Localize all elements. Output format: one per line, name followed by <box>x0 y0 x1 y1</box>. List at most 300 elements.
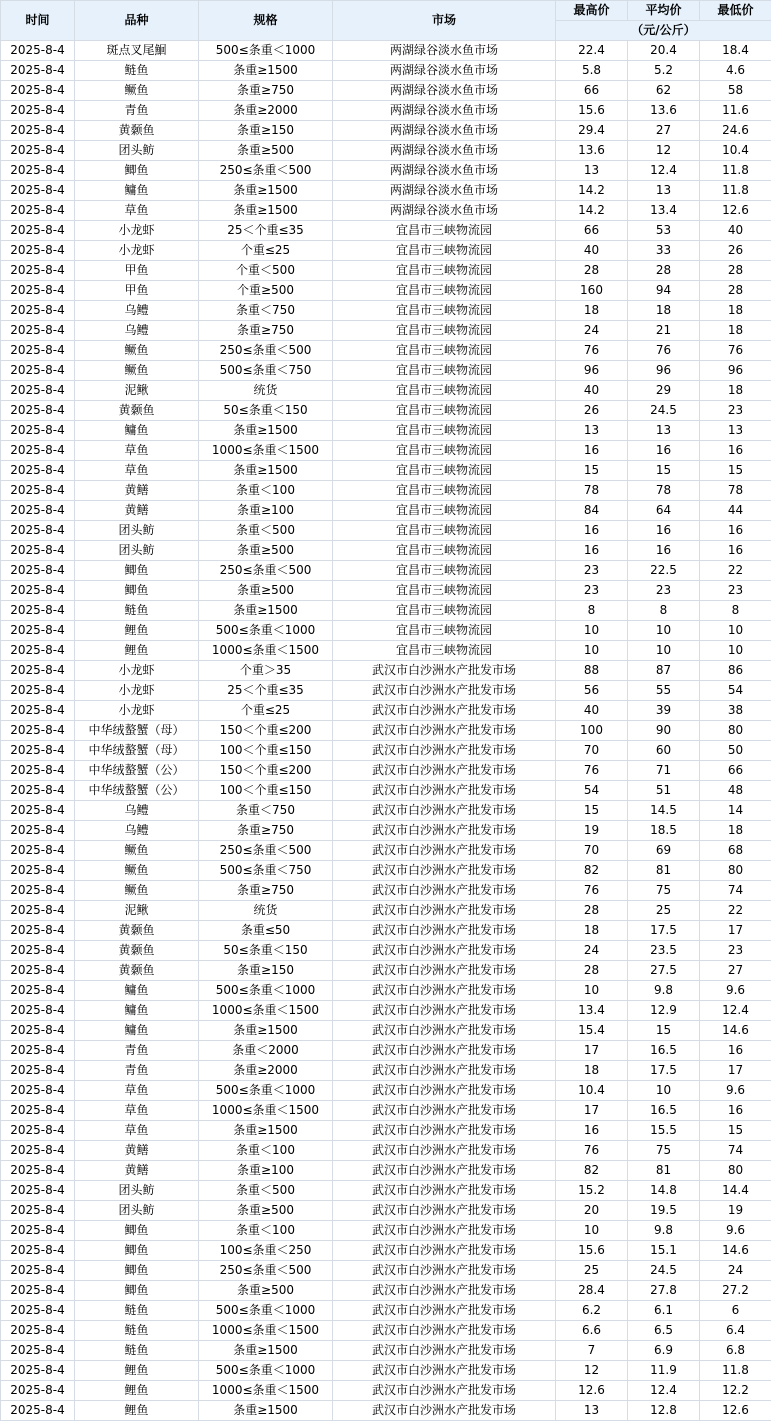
cell-time: 2025-8-4 <box>1 501 75 521</box>
cell-avg: 11.9 <box>628 1361 700 1381</box>
cell-variety: 鳜鱼 <box>75 361 199 381</box>
cell-spec: 500≤条重＜1000 <box>199 621 333 641</box>
cell-high: 17 <box>556 1101 628 1121</box>
cell-avg: 27.8 <box>628 1281 700 1301</box>
cell-variety: 黄颡鱼 <box>75 921 199 941</box>
cell-low: 78 <box>700 481 771 501</box>
table-row <box>1 601 771 621</box>
cell-spec: 条重＜750 <box>199 301 333 321</box>
cell-variety: 鲫鱼 <box>75 161 199 181</box>
cell-time: 2025-8-4 <box>1 281 75 301</box>
cell-variety: 黄颡鱼 <box>75 121 199 141</box>
cell-market: 武汉市白沙洲水产批发市场 <box>333 1081 556 1101</box>
cell-time: 2025-8-4 <box>1 821 75 841</box>
cell-low: 10 <box>700 621 771 641</box>
cell-market: 武汉市白沙洲水产批发市场 <box>333 1281 556 1301</box>
cell-spec: 1000≤条重＜1500 <box>199 1321 333 1341</box>
cell-variety: 乌鳢 <box>75 301 199 321</box>
cell-low: 11.6 <box>700 101 771 121</box>
cell-variety: 黄鳝 <box>75 481 199 501</box>
cell-high: 5.8 <box>556 61 628 81</box>
cell-low: 27 <box>700 961 771 981</box>
cell-avg: 71 <box>628 761 700 781</box>
cell-time: 2025-8-4 <box>1 1361 75 1381</box>
table-row <box>1 901 771 921</box>
cell-variety: 青鱼 <box>75 101 199 121</box>
cell-high: 84 <box>556 501 628 521</box>
cell-low: 10.4 <box>700 141 771 161</box>
cell-market: 武汉市白沙洲水产批发市场 <box>333 901 556 921</box>
cell-variety: 团头鲂 <box>75 1201 199 1221</box>
cell-avg: 76 <box>628 341 700 361</box>
cell-time: 2025-8-4 <box>1 661 75 681</box>
table-row <box>1 641 771 661</box>
cell-time: 2025-8-4 <box>1 361 75 381</box>
cell-variety: 青鱼 <box>75 1041 199 1061</box>
cell-avg: 12.4 <box>628 161 700 181</box>
cell-high: 88 <box>556 661 628 681</box>
cell-variety: 中华绒螯蟹（母） <box>75 721 199 741</box>
cell-variety: 泥鳅 <box>75 901 199 921</box>
cell-market: 武汉市白沙洲水产批发市场 <box>333 721 556 741</box>
cell-avg: 15 <box>628 1021 700 1041</box>
cell-variety: 泥鳅 <box>75 381 199 401</box>
cell-market: 武汉市白沙洲水产批发市场 <box>333 661 556 681</box>
table-row <box>1 801 771 821</box>
cell-high: 16 <box>556 441 628 461</box>
cell-avg: 18 <box>628 301 700 321</box>
cell-high: 40 <box>556 241 628 261</box>
cell-low: 9.6 <box>700 981 771 1001</box>
cell-low: 11.8 <box>700 161 771 181</box>
cell-market: 两湖绿谷淡水鱼市场 <box>333 81 556 101</box>
cell-time: 2025-8-4 <box>1 1041 75 1061</box>
cell-variety: 鲢鱼 <box>75 1341 199 1361</box>
cell-avg: 55 <box>628 681 700 701</box>
cell-market: 宜昌市三峡物流园 <box>333 221 556 241</box>
cell-time: 2025-8-4 <box>1 1121 75 1141</box>
cell-avg: 15 <box>628 461 700 481</box>
cell-spec: 个重≤25 <box>199 241 333 261</box>
cell-low: 24.6 <box>700 121 771 141</box>
cell-high: 22.4 <box>556 41 628 61</box>
cell-time: 2025-8-4 <box>1 321 75 341</box>
cell-low: 14.6 <box>700 1241 771 1261</box>
cell-variety: 鲢鱼 <box>75 1321 199 1341</box>
cell-time: 2025-8-4 <box>1 1081 75 1101</box>
cell-high: 100 <box>556 721 628 741</box>
cell-time: 2025-8-4 <box>1 121 75 141</box>
header-high: 最高价 <box>556 1 628 21</box>
cell-high: 82 <box>556 861 628 881</box>
cell-low: 18.4 <box>700 41 771 61</box>
cell-avg: 13.6 <box>628 101 700 121</box>
cell-market: 两湖绿谷淡水鱼市场 <box>333 201 556 221</box>
cell-avg: 19.5 <box>628 1201 700 1221</box>
cell-market: 武汉市白沙洲水产批发市场 <box>333 1041 556 1061</box>
cell-market: 武汉市白沙洲水产批发市场 <box>333 841 556 861</box>
table-row <box>1 1161 771 1181</box>
cell-spec: 500≤条重＜1000 <box>199 1081 333 1101</box>
cell-variety: 乌鳢 <box>75 801 199 821</box>
header-spec: 规格 <box>199 1 333 41</box>
cell-low: 14 <box>700 801 771 821</box>
cell-variety: 草鱼 <box>75 1081 199 1101</box>
cell-avg: 81 <box>628 1161 700 1181</box>
table-row <box>1 61 771 81</box>
cell-market: 武汉市白沙洲水产批发市场 <box>333 921 556 941</box>
cell-avg: 22.5 <box>628 561 700 581</box>
cell-spec: 条重≥1500 <box>199 201 333 221</box>
table-row <box>1 521 771 541</box>
cell-spec: 条重＜750 <box>199 801 333 821</box>
cell-low: 54 <box>700 681 771 701</box>
table-row <box>1 281 771 301</box>
cell-spec: 条重≥1500 <box>199 1021 333 1041</box>
cell-spec: 条重≥1500 <box>199 1341 333 1361</box>
table-row <box>1 261 771 281</box>
cell-low: 17 <box>700 1061 771 1081</box>
cell-high: 6.6 <box>556 1321 628 1341</box>
cell-time: 2025-8-4 <box>1 1141 75 1161</box>
cell-market: 武汉市白沙洲水产批发市场 <box>333 1201 556 1221</box>
cell-time: 2025-8-4 <box>1 381 75 401</box>
cell-variety: 草鱼 <box>75 461 199 481</box>
cell-variety: 鲢鱼 <box>75 1301 199 1321</box>
cell-time: 2025-8-4 <box>1 601 75 621</box>
header-market: 市场 <box>333 1 556 41</box>
cell-high: 14.2 <box>556 201 628 221</box>
cell-low: 11.8 <box>700 1361 771 1381</box>
cell-avg: 5.2 <box>628 61 700 81</box>
table-row <box>1 701 771 721</box>
cell-time: 2025-8-4 <box>1 341 75 361</box>
table-row <box>1 1021 771 1041</box>
cell-low: 18 <box>700 321 771 341</box>
cell-high: 18 <box>556 921 628 941</box>
cell-low: 50 <box>700 741 771 761</box>
cell-avg: 39 <box>628 701 700 721</box>
cell-low: 9.6 <box>700 1221 771 1241</box>
cell-variety: 中华绒螯蟹（公） <box>75 761 199 781</box>
cell-low: 17 <box>700 921 771 941</box>
cell-avg: 64 <box>628 501 700 521</box>
cell-spec: 条重≥1500 <box>199 61 333 81</box>
cell-variety: 黄鳝 <box>75 1141 199 1161</box>
table-row <box>1 101 771 121</box>
cell-avg: 10 <box>628 621 700 641</box>
cell-spec: 250≤条重＜500 <box>199 561 333 581</box>
cell-spec: 250≤条重＜500 <box>199 161 333 181</box>
cell-avg: 75 <box>628 1141 700 1161</box>
cell-spec: 50≤条重＜150 <box>199 401 333 421</box>
cell-high: 24 <box>556 321 628 341</box>
cell-low: 74 <box>700 881 771 901</box>
cell-variety: 鲤鱼 <box>75 1381 199 1401</box>
cell-avg: 29 <box>628 381 700 401</box>
cell-avg: 28 <box>628 261 700 281</box>
cell-avg: 81 <box>628 861 700 881</box>
cell-market: 宜昌市三峡物流园 <box>333 361 556 381</box>
cell-time: 2025-8-4 <box>1 41 75 61</box>
table-row <box>1 541 771 561</box>
cell-spec: 个重≤25 <box>199 701 333 721</box>
cell-high: 70 <box>556 841 628 861</box>
table-row <box>1 1281 771 1301</box>
cell-high: 15 <box>556 801 628 821</box>
cell-time: 2025-8-4 <box>1 1401 75 1421</box>
cell-avg: 33 <box>628 241 700 261</box>
cell-time: 2025-8-4 <box>1 881 75 901</box>
table-row <box>1 661 771 681</box>
cell-spec: 条重≥500 <box>199 541 333 561</box>
cell-time: 2025-8-4 <box>1 1341 75 1361</box>
cell-time: 2025-8-4 <box>1 141 75 161</box>
cell-avg: 25 <box>628 901 700 921</box>
cell-market: 武汉市白沙洲水产批发市场 <box>333 781 556 801</box>
cell-market: 两湖绿谷淡水鱼市场 <box>333 161 556 181</box>
cell-low: 80 <box>700 861 771 881</box>
cell-low: 23 <box>700 581 771 601</box>
cell-avg: 16 <box>628 541 700 561</box>
table-row <box>1 561 771 581</box>
cell-market: 宜昌市三峡物流园 <box>333 321 556 341</box>
cell-spec: 条重≥150 <box>199 961 333 981</box>
table-row <box>1 161 771 181</box>
cell-avg: 14.5 <box>628 801 700 821</box>
cell-market: 宜昌市三峡物流园 <box>333 241 556 261</box>
cell-low: 24 <box>700 1261 771 1281</box>
cell-spec: 条重≥1500 <box>199 1121 333 1141</box>
cell-time: 2025-8-4 <box>1 1261 75 1281</box>
table-row <box>1 721 771 741</box>
cell-market: 武汉市白沙洲水产批发市场 <box>333 1301 556 1321</box>
table-row <box>1 1301 771 1321</box>
cell-spec: 1000≤条重＜1500 <box>199 441 333 461</box>
cell-market: 武汉市白沙洲水产批发市场 <box>333 941 556 961</box>
table-row <box>1 1261 771 1281</box>
cell-avg: 24.5 <box>628 401 700 421</box>
table-row <box>1 1041 771 1061</box>
table-row <box>1 1341 771 1361</box>
header-variety: 品种 <box>75 1 199 41</box>
cell-market: 两湖绿谷淡水鱼市场 <box>333 61 556 81</box>
cell-market: 宜昌市三峡物流园 <box>333 261 556 281</box>
cell-market: 武汉市白沙洲水产批发市场 <box>333 1401 556 1421</box>
cell-avg: 13.4 <box>628 201 700 221</box>
cell-variety: 草鱼 <box>75 441 199 461</box>
header-unit: （元/公斤） <box>556 21 771 41</box>
cell-variety: 斑点叉尾鮰 <box>75 41 199 61</box>
table-row <box>1 821 771 841</box>
table-row <box>1 401 771 421</box>
table-row <box>1 241 771 261</box>
cell-time: 2025-8-4 <box>1 741 75 761</box>
cell-high: 28.4 <box>556 1281 628 1301</box>
cell-avg: 16.5 <box>628 1101 700 1121</box>
cell-variety: 鲤鱼 <box>75 1361 199 1381</box>
cell-market: 宜昌市三峡物流园 <box>333 461 556 481</box>
table-row <box>1 1241 771 1261</box>
cell-time: 2025-8-4 <box>1 961 75 981</box>
cell-spec: 条重≥1500 <box>199 461 333 481</box>
cell-low: 66 <box>700 761 771 781</box>
cell-market: 武汉市白沙洲水产批发市场 <box>333 861 556 881</box>
cell-spec: 1000≤条重＜1500 <box>199 1001 333 1021</box>
cell-high: 160 <box>556 281 628 301</box>
cell-market: 宜昌市三峡物流园 <box>333 541 556 561</box>
table-row <box>1 201 771 221</box>
cell-low: 22 <box>700 561 771 581</box>
cell-time: 2025-8-4 <box>1 701 75 721</box>
cell-low: 6.8 <box>700 1341 771 1361</box>
table-row <box>1 881 771 901</box>
cell-market: 武汉市白沙洲水产批发市场 <box>333 1181 556 1201</box>
cell-high: 12 <box>556 1361 628 1381</box>
cell-market: 宜昌市三峡物流园 <box>333 401 556 421</box>
cell-time: 2025-8-4 <box>1 721 75 741</box>
cell-market: 宜昌市三峡物流园 <box>333 501 556 521</box>
cell-spec: 100＜个重≤150 <box>199 781 333 801</box>
cell-high: 15.4 <box>556 1021 628 1041</box>
cell-high: 70 <box>556 741 628 761</box>
cell-market: 武汉市白沙洲水产批发市场 <box>333 1141 556 1161</box>
table-row <box>1 461 771 481</box>
table-row <box>1 441 771 461</box>
cell-low: 18 <box>700 821 771 841</box>
cell-time: 2025-8-4 <box>1 1221 75 1241</box>
table-row <box>1 841 771 861</box>
table-row <box>1 961 771 981</box>
cell-variety: 黄鳝 <box>75 1161 199 1181</box>
cell-avg: 12 <box>628 141 700 161</box>
cell-spec: 1000≤条重＜1500 <box>199 641 333 661</box>
table-row <box>1 1221 771 1241</box>
cell-avg: 53 <box>628 221 700 241</box>
cell-high: 16 <box>556 541 628 561</box>
table-row <box>1 1321 771 1341</box>
cell-avg: 60 <box>628 741 700 761</box>
cell-variety: 乌鳢 <box>75 821 199 841</box>
header-time: 时间 <box>1 1 75 41</box>
cell-market: 宜昌市三峡物流园 <box>333 641 556 661</box>
cell-time: 2025-8-4 <box>1 921 75 941</box>
cell-spec: 500≤条重＜750 <box>199 861 333 881</box>
cell-spec: 100＜个重≤150 <box>199 741 333 761</box>
cell-avg: 13 <box>628 421 700 441</box>
cell-high: 76 <box>556 761 628 781</box>
table-row <box>1 581 771 601</box>
cell-time: 2025-8-4 <box>1 421 75 441</box>
cell-spec: 条重≥500 <box>199 1201 333 1221</box>
cell-avg: 17.5 <box>628 921 700 941</box>
cell-avg: 20.4 <box>628 41 700 61</box>
cell-variety: 鳙鱼 <box>75 421 199 441</box>
cell-high: 14.2 <box>556 181 628 201</box>
cell-low: 11.8 <box>700 181 771 201</box>
cell-high: 13.4 <box>556 1001 628 1021</box>
table-row <box>1 621 771 641</box>
cell-time: 2025-8-4 <box>1 1321 75 1341</box>
cell-spec: 条重≥2000 <box>199 101 333 121</box>
cell-avg: 87 <box>628 661 700 681</box>
cell-variety: 草鱼 <box>75 1101 199 1121</box>
cell-spec: 条重≥100 <box>199 501 333 521</box>
cell-avg: 90 <box>628 721 700 741</box>
cell-low: 22 <box>700 901 771 921</box>
cell-time: 2025-8-4 <box>1 681 75 701</box>
cell-avg: 27 <box>628 121 700 141</box>
cell-high: 16 <box>556 521 628 541</box>
cell-variety: 鲫鱼 <box>75 1241 199 1261</box>
cell-spec: 条重＜100 <box>199 1221 333 1241</box>
cell-spec: 25＜个重≤35 <box>199 221 333 241</box>
cell-low: 26 <box>700 241 771 261</box>
cell-high: 76 <box>556 881 628 901</box>
cell-high: 10.4 <box>556 1081 628 1101</box>
cell-high: 10 <box>556 1221 628 1241</box>
cell-low: 68 <box>700 841 771 861</box>
cell-market: 宜昌市三峡物流园 <box>333 481 556 501</box>
cell-avg: 17.5 <box>628 1061 700 1081</box>
table-row <box>1 41 771 61</box>
cell-avg: 51 <box>628 781 700 801</box>
cell-market: 武汉市白沙洲水产批发市场 <box>333 1001 556 1021</box>
table-row <box>1 761 771 781</box>
cell-low: 6 <box>700 1301 771 1321</box>
cell-spec: 条重≥500 <box>199 581 333 601</box>
cell-time: 2025-8-4 <box>1 781 75 801</box>
cell-variety: 鲤鱼 <box>75 1401 199 1421</box>
table-row <box>1 341 771 361</box>
cell-market: 宜昌市三峡物流园 <box>333 421 556 441</box>
table-row <box>1 1201 771 1221</box>
cell-avg: 62 <box>628 81 700 101</box>
cell-avg: 16.5 <box>628 1041 700 1061</box>
cell-time: 2025-8-4 <box>1 901 75 921</box>
cell-time: 2025-8-4 <box>1 1061 75 1081</box>
cell-spec: 统货 <box>199 901 333 921</box>
cell-avg: 9.8 <box>628 1221 700 1241</box>
cell-market: 宜昌市三峡物流园 <box>333 281 556 301</box>
cell-variety: 团头鲂 <box>75 541 199 561</box>
cell-avg: 6.9 <box>628 1341 700 1361</box>
cell-variety: 鳙鱼 <box>75 181 199 201</box>
cell-spec: 条重≥750 <box>199 821 333 841</box>
cell-low: 76 <box>700 341 771 361</box>
cell-avg: 6.1 <box>628 1301 700 1321</box>
cell-time: 2025-8-4 <box>1 521 75 541</box>
cell-high: 18 <box>556 1061 628 1081</box>
cell-time: 2025-8-4 <box>1 161 75 181</box>
cell-high: 28 <box>556 961 628 981</box>
cell-variety: 团头鲂 <box>75 141 199 161</box>
cell-variety: 青鱼 <box>75 1061 199 1081</box>
cell-high: 17 <box>556 1041 628 1061</box>
cell-variety: 中华绒螯蟹（公） <box>75 781 199 801</box>
cell-high: 78 <box>556 481 628 501</box>
cell-spec: 条重＜2000 <box>199 1041 333 1061</box>
cell-high: 29.4 <box>556 121 628 141</box>
cell-spec: 个重＜500 <box>199 261 333 281</box>
cell-variety: 鳜鱼 <box>75 341 199 361</box>
cell-low: 12.6 <box>700 201 771 221</box>
cell-high: 19 <box>556 821 628 841</box>
cell-low: 8 <box>700 601 771 621</box>
table-row <box>1 781 771 801</box>
cell-spec: 条重≥750 <box>199 881 333 901</box>
cell-avg: 23 <box>628 581 700 601</box>
